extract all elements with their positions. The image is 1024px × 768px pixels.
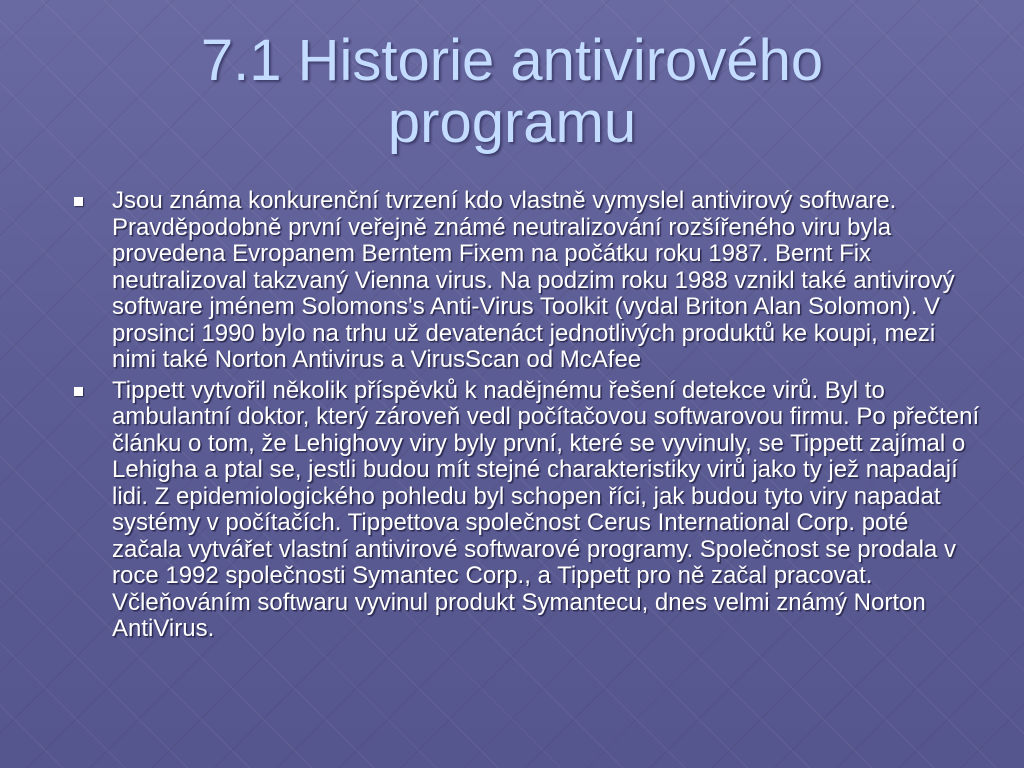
bullet-list [70,188,980,647]
slide-title-line-2: programu [387,90,637,155]
bullet-text-antivirus-origins: Jsou známa konkurenční tvrzení kdo vlastně vymyslel antivirový software. Pravděpodobně první veřejně známé neutralizování rozšířeného viru byla provedena Evropanem Berntem Fixem na počátku roku 1987. Bernt Fix neutralizoval takzvaný Vienna virus. Na podzim roku 1988 vznikl také antivirový software jménem Solomons's Anti-Virus Toolkit (vydal Briton Alan Solomon). V prosinci 1990 bylo na trhu už devatenáct jednotlivých produktů ke koupi, mezi nimi také Norton Antivirus a VirusScan od McAfee [112,187,955,373]
square-bullet-icon [74,387,83,396]
bullet-item-antivirus-origins [70,188,980,374]
bullet-text-tippett: Tippett vytvořil několik příspěvků k nadějnému řešení detekce virů. Byl to ambulantní doktor, který zároveň vedl počítačovou softwarovou firmu. Po přečtení článku o tom, že Lehighovy viry byly první, které se vyvinuly, se Tippett zajímal o Lehigha a ptal se, jestli budou mít stejné charakteristiky virů jako ty jež napadají lidi. Z epidemiologického pohledu byl schopen říci, jak budou tyto viry napadat systémy v počítačích. Tippettova společnost Cerus International Corp. poté začala vytvářet vlastní antivirové softwarové programy. Společnost se prodala v roce 1992 společnosti Symantec Corp., a Tippett pro ně začal pracovat. Včleňováním softwaru vyvinul produkt Symantecu, dnes velmi známý Norton AntiVirus. [112,376,980,642]
square-bullet-icon [74,197,83,206]
bullet-item-tippett [70,378,980,643]
slide-title-line-1: 7.1 Historie antivirového [200,28,824,93]
slide-title [40,30,984,154]
